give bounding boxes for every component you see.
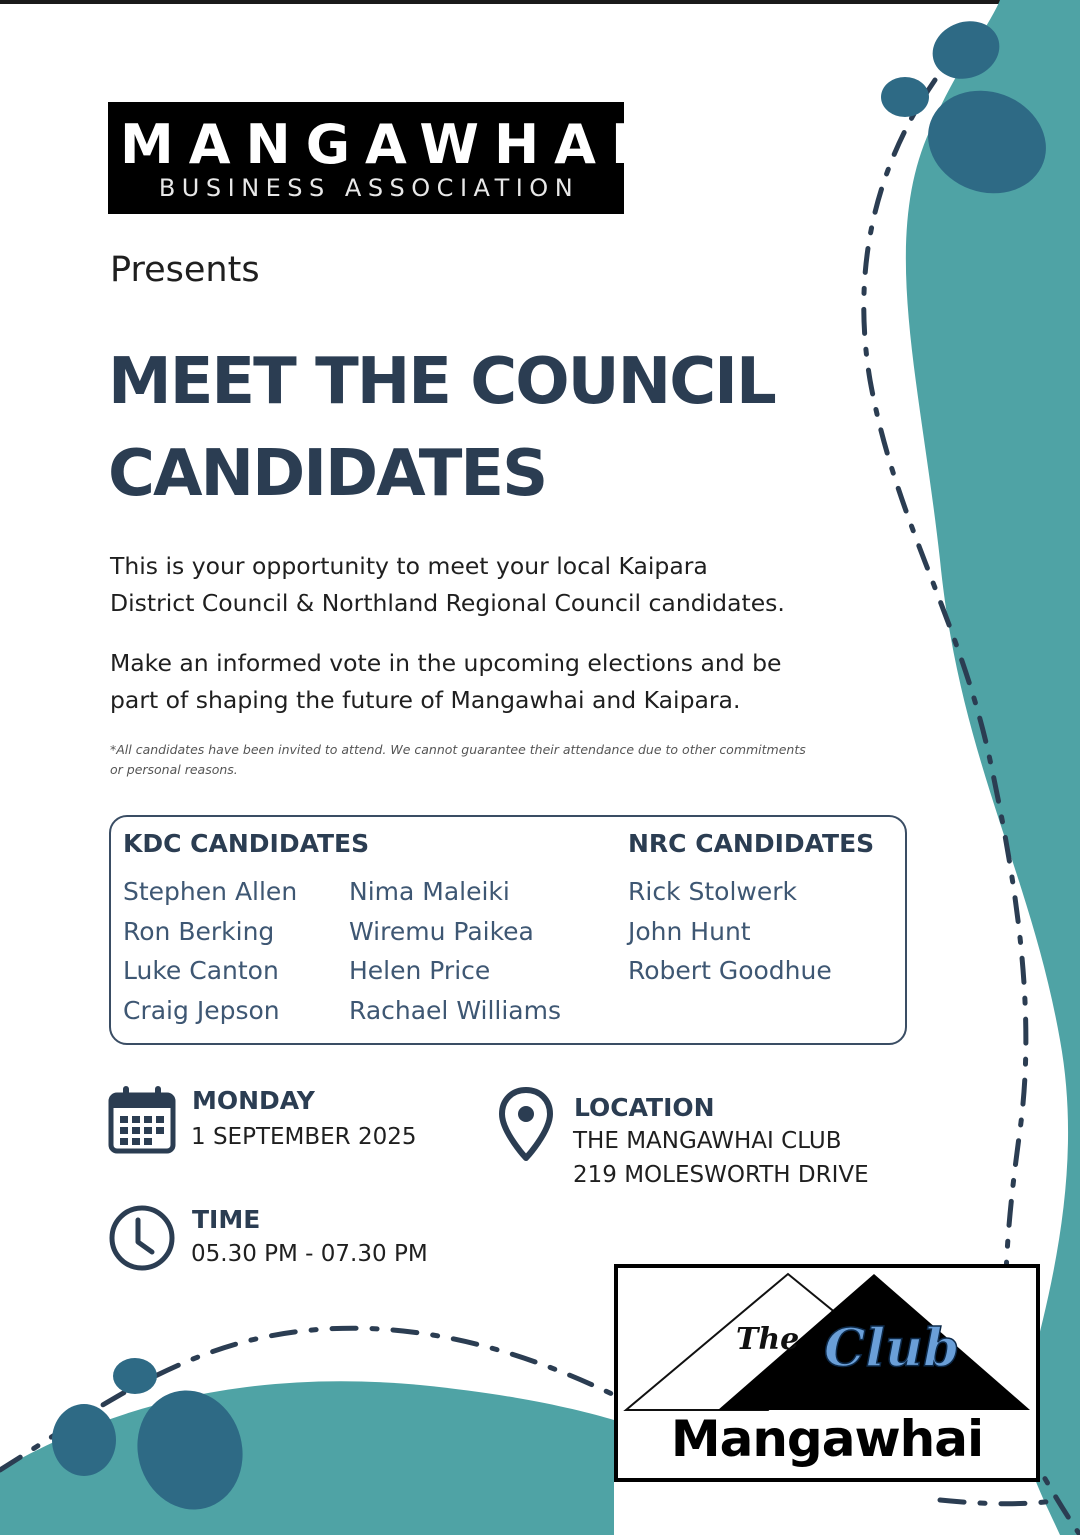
mba-logo-subtitle: BUSINESS ASSOCIATION: [158, 174, 580, 202]
time-label: TIME: [192, 1205, 261, 1234]
intro-paragraph-2-line-1: Make an informed vote in the upcoming elections and be: [110, 649, 782, 677]
intro-paragraph-1-line-2: District Council & Northland Regional Council candidates.: [110, 589, 785, 617]
kdc-heading: KDC CANDIDATES: [123, 829, 370, 858]
disclaimer: [110, 740, 930, 780]
calendar-icon: [108, 1085, 176, 1155]
club-logo-the: The: [736, 1322, 800, 1357]
location-pin-icon: [498, 1086, 554, 1164]
list-item: Rick Stolwerk: [628, 877, 797, 906]
list-item: Craig Jepson: [123, 995, 280, 1025]
intro-paragraph-2: [110, 645, 930, 719]
page-title: [108, 336, 868, 520]
headline-line-2: CANDIDATES: [108, 437, 547, 511]
headline-line-1: MEET THE COUNCIL: [108, 345, 775, 419]
list-item: Stephen Allen: [123, 877, 298, 906]
nrc-list: [628, 872, 832, 991]
time-range: 05.30 PM - 07.30 PM: [191, 1241, 428, 1267]
list-item: Luke Canton: [123, 956, 279, 985]
location-venue: THE MANGAWHAI CLUB: [573, 1128, 842, 1154]
club-logo: [614, 1264, 1040, 1482]
intro-paragraph-2-line-2: part of shaping the future of Mangawhai and Kaipara.: [110, 686, 741, 714]
mba-logo: [108, 102, 647, 214]
dashed-trail-corner: [940, 1500, 1060, 1504]
list-item: Rachael Williams: [349, 995, 561, 1025]
presents-label: Presents: [110, 250, 260, 290]
candidates-box: [109, 815, 907, 1045]
nrc-heading: NRC CANDIDATES: [628, 829, 875, 858]
date-value: 1 SEPTEMBER 2025: [191, 1124, 417, 1150]
disclaimer-line-1: *All candidates have been invited to attend. We cannot guarantee their attendance due to other commitments: [110, 742, 806, 757]
date-day: MONDAY: [192, 1086, 315, 1115]
location-address: 219 MOLESWORTH DRIVE: [573, 1162, 869, 1188]
intro-paragraph-1: [110, 548, 930, 622]
mba-logo-title: MANGAWHAI: [120, 113, 647, 176]
list-item: Helen Price: [349, 956, 491, 985]
list-item: John Hunt: [628, 916, 751, 946]
list-item: Ron Berking: [123, 916, 275, 946]
pebble-mid-bottom: [52, 1404, 116, 1476]
kdc-list-col-2: [349, 872, 561, 1030]
list-item: Nima Maleiki: [349, 877, 510, 906]
clock-icon: [108, 1204, 176, 1272]
intro-paragraph-1-line-1: This is your opportunity to meet your local Kaipara: [110, 552, 708, 580]
pebble-small-top: [881, 77, 929, 117]
club-logo-name: Mangawhai: [670, 1410, 984, 1468]
location-label: LOCATION: [574, 1093, 715, 1122]
pebble-small-bottom: [113, 1358, 157, 1394]
disclaimer-line-2: or personal reasons.: [110, 762, 238, 777]
club-logo-club: Club: [824, 1318, 960, 1379]
kdc-list-col-1: [123, 872, 297, 1030]
list-item: Robert Goodhue: [628, 956, 832, 985]
list-item: Wiremu Paikea: [349, 916, 534, 946]
